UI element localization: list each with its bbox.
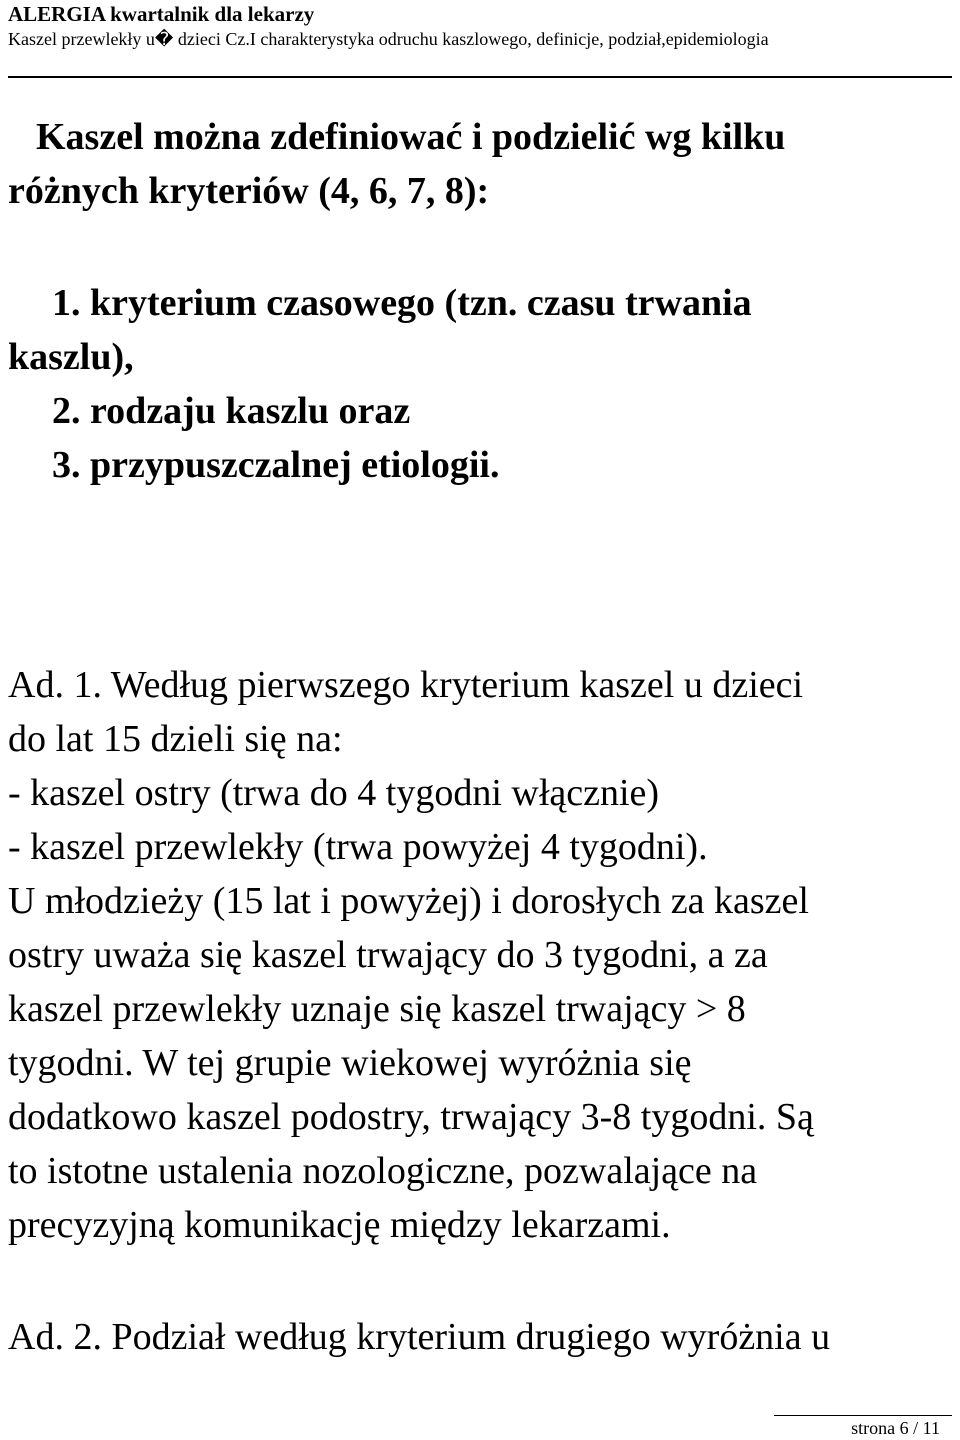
ad1-line: kaszel przewlekły uznaje się kaszel trwający > 8 xyxy=(8,988,746,1030)
journal-title: ALERGIA kwartalnik dla lekarzy xyxy=(8,2,315,26)
ad1-line: do lat 15 dzieli się na: xyxy=(8,718,343,760)
ad1-line: U młodzieży (15 lat i powyżej) i dorosłych za kaszel xyxy=(8,880,809,922)
criteria-list xyxy=(8,276,952,492)
ad1-line: ostry uważa się kaszel trwający do 3 tygodni, a za xyxy=(8,934,768,976)
ad1-line: Ad. 1. Według pierwszego kryterium kaszel u dzieci xyxy=(8,664,804,706)
ad1-line: precyzyjną komunikację między lekarzami. xyxy=(8,1204,671,1246)
ad2-paragraph: Ad. 2. Podział według kryterium drugiego wyróżnia u xyxy=(8,1316,831,1358)
ad1-line: dodatkowo kaszel podostry, trwający 3-8 tygodni. Są xyxy=(8,1096,814,1138)
intro-line: różnych kryteriów (4, 6, 7, 8): xyxy=(8,170,490,212)
ad1-line: to istotne ustalenia nozologiczne, pozwalające na xyxy=(8,1150,758,1192)
ad1-line: - kaszel ostry (trwa do 4 tygodni włącznie) xyxy=(8,772,660,814)
intro-paragraph xyxy=(8,110,952,218)
criteria-item: 3. przypuszczalnej etiologii. xyxy=(52,444,500,486)
page-number: strona 6 / 11 xyxy=(851,1418,940,1438)
ad1-paragraph xyxy=(8,658,952,1252)
header-divider xyxy=(8,76,952,78)
running-title: Kaszel przewlekły u� dzieci Cz.I charakterystyka odruchu kaszlowego, definicje, podział,epidemiologia xyxy=(8,29,769,49)
criteria-item: 1. kryterium czasowego (tzn. czasu trwania xyxy=(52,282,752,324)
criteria-item-continuation: kaszlu), xyxy=(8,336,134,378)
page-header xyxy=(8,2,952,50)
intro-line: Kaszel można zdefiniować i podzielić wg kilku xyxy=(36,116,786,158)
ad1-line: - kaszel przewlekły (trwa powyżej 4 tygodni). xyxy=(8,826,708,868)
footer-divider xyxy=(774,1415,952,1416)
ad1-line: tygodni. W tej grupie wiekowej wyróżnia się xyxy=(8,1042,692,1084)
criteria-item: 2. rodzaju kaszlu oraz xyxy=(52,390,411,432)
